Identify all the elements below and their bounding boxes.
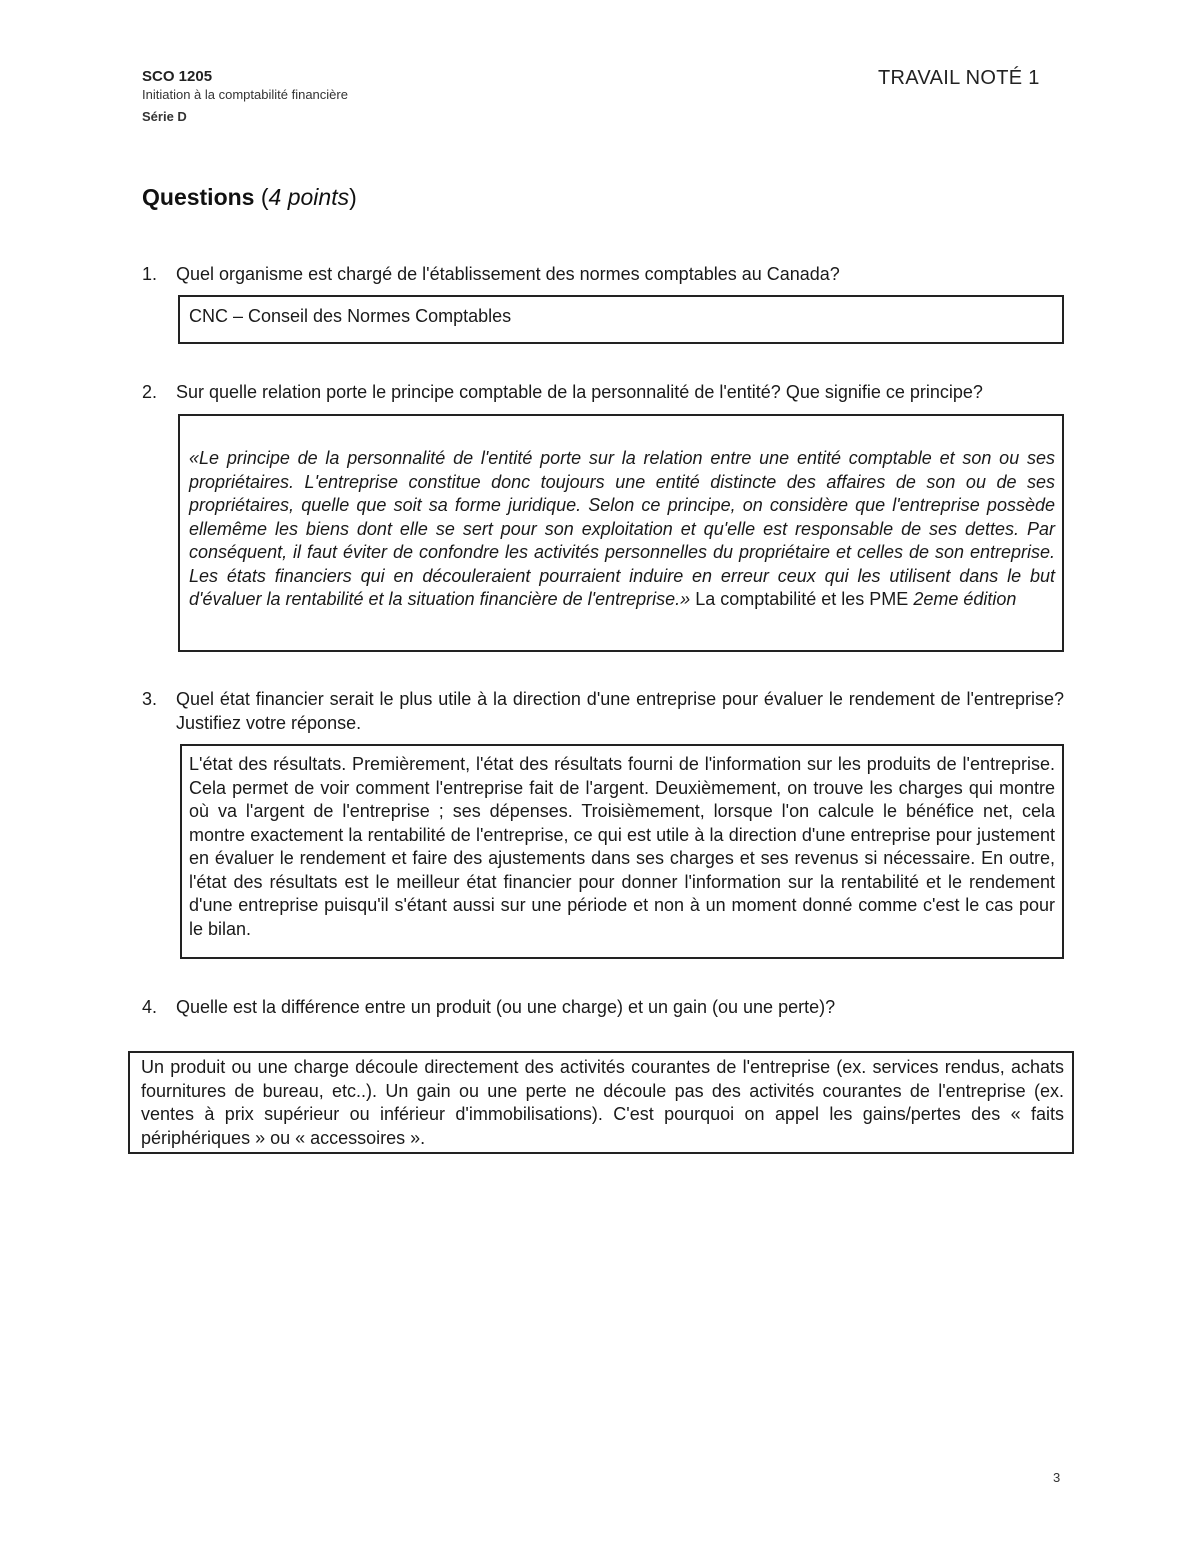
- answer-source: La comptabilité et les PME: [695, 589, 909, 609]
- answer-box-4: [128, 1051, 1074, 1154]
- question-text: Quelle est la différence entre un produit (ou une charge) et un gain (ou une perte)?: [176, 997, 836, 1017]
- answer-box-1: [178, 295, 1064, 344]
- answer-box-3: [180, 744, 1064, 959]
- question-4: [142, 995, 1042, 1019]
- question-number: 3.: [142, 689, 158, 709]
- course-serie: Série D: [142, 109, 187, 124]
- answer-quote: «Le principe de la personnalité de l'entité porte sur la relation entre une entité comptable et son ou ses propriétaires. L'entreprise constitue donc toujours une entité distincte des affaires de son ou de ses propriétaires, quelle que soit sa forme juridique. Selon ce principe, on considère que l'entreprise possède ellemême les biens dont elle se sert pour son exploitation et qu'elle est responsable de ses dettes. Par conséquent, il faut éviter de confondre les activités personnelles du propriétaire et celles de son entreprise. Les états financiers qui en découleraient pourraient induire en erreur ceux qui les utilisent dans le but d'évaluer la rentabilité et la situation financière de l'entreprise.»: [189, 448, 1055, 609]
- question-number: 4.: [142, 997, 158, 1017]
- question-text: Sur quelle relation porte le principe comptable de la personnalité de l'entité? Que signifie ce principe?: [176, 382, 983, 402]
- section-title-text: Questions: [142, 184, 255, 210]
- answer-edition: 2eme édition: [913, 589, 1017, 609]
- answer-box-2: [178, 414, 1064, 652]
- answer-paragraph: [189, 447, 1055, 612]
- question-text: Quel organisme est chargé de l'établissement des normes comptables au Canada?: [176, 264, 840, 284]
- section-points: 4 points: [268, 184, 350, 210]
- page-number: 3: [1053, 1470, 1061, 1485]
- answer-text: CNC – Conseil des Normes Comptables: [189, 306, 512, 326]
- question-text: Quel état financier serait le plus utile à la direction d'une entreprise pour évaluer le rendement de l'entreprise? Justifiez votre réponse.: [176, 689, 1064, 733]
- course-name: Initiation à la comptabilité financière: [142, 87, 348, 102]
- answer-text: L'état des résultats. Premièrement, l'état des résultats fourni de l'information sur les produits de l'entreprise. Cela permet de voir comment l'entreprise fait de l'argent. Deuxièmement, on trouve les charges qui montre où va l'argent de l'entreprise ; ses dépenses. Troisièmement, lorsque l'on calcule le bénéfice net, cela montre exactement la rentabilité de l'entreprise, ce qui est utile à la direction d'une entreprise pour justement en évaluer le rendement et faire des ajustements dans ses charges et ses revenus si nécessaire. En outre, l'état des résultats est le meilleur état financier pour donner l'information sur la rentabilité et le rendement d'une entreprise puisqu'il s'étant aussi sur une période et non à un moment donné comme c'est le cas pour le bilan.: [189, 754, 1055, 939]
- question-2: [142, 380, 1072, 404]
- question-3: [142, 687, 1064, 735]
- section-title: Questions (4 points): [142, 184, 357, 210]
- assignment-title: TRAVAIL NOTÉ 1: [878, 67, 1040, 89]
- question-number: 2.: [142, 382, 158, 402]
- answer-text: Un produit ou une charge découle directement des activités courantes de l'entreprise (ex. services rendus, achats fournitures de bureau, etc..). Un gain ou une perte ne découle pas des activités courantes de l'entreprise (ex. ventes à prix supérieur ou inférieur d'immobilisations). C'est pourquoi on appel les gains/pertes des « faits périphériques » ou « accessoires ».: [141, 1057, 1064, 1148]
- question-1: [142, 262, 1042, 286]
- question-number: 1.: [142, 264, 158, 284]
- course-code: SCO 1205: [142, 68, 213, 85]
